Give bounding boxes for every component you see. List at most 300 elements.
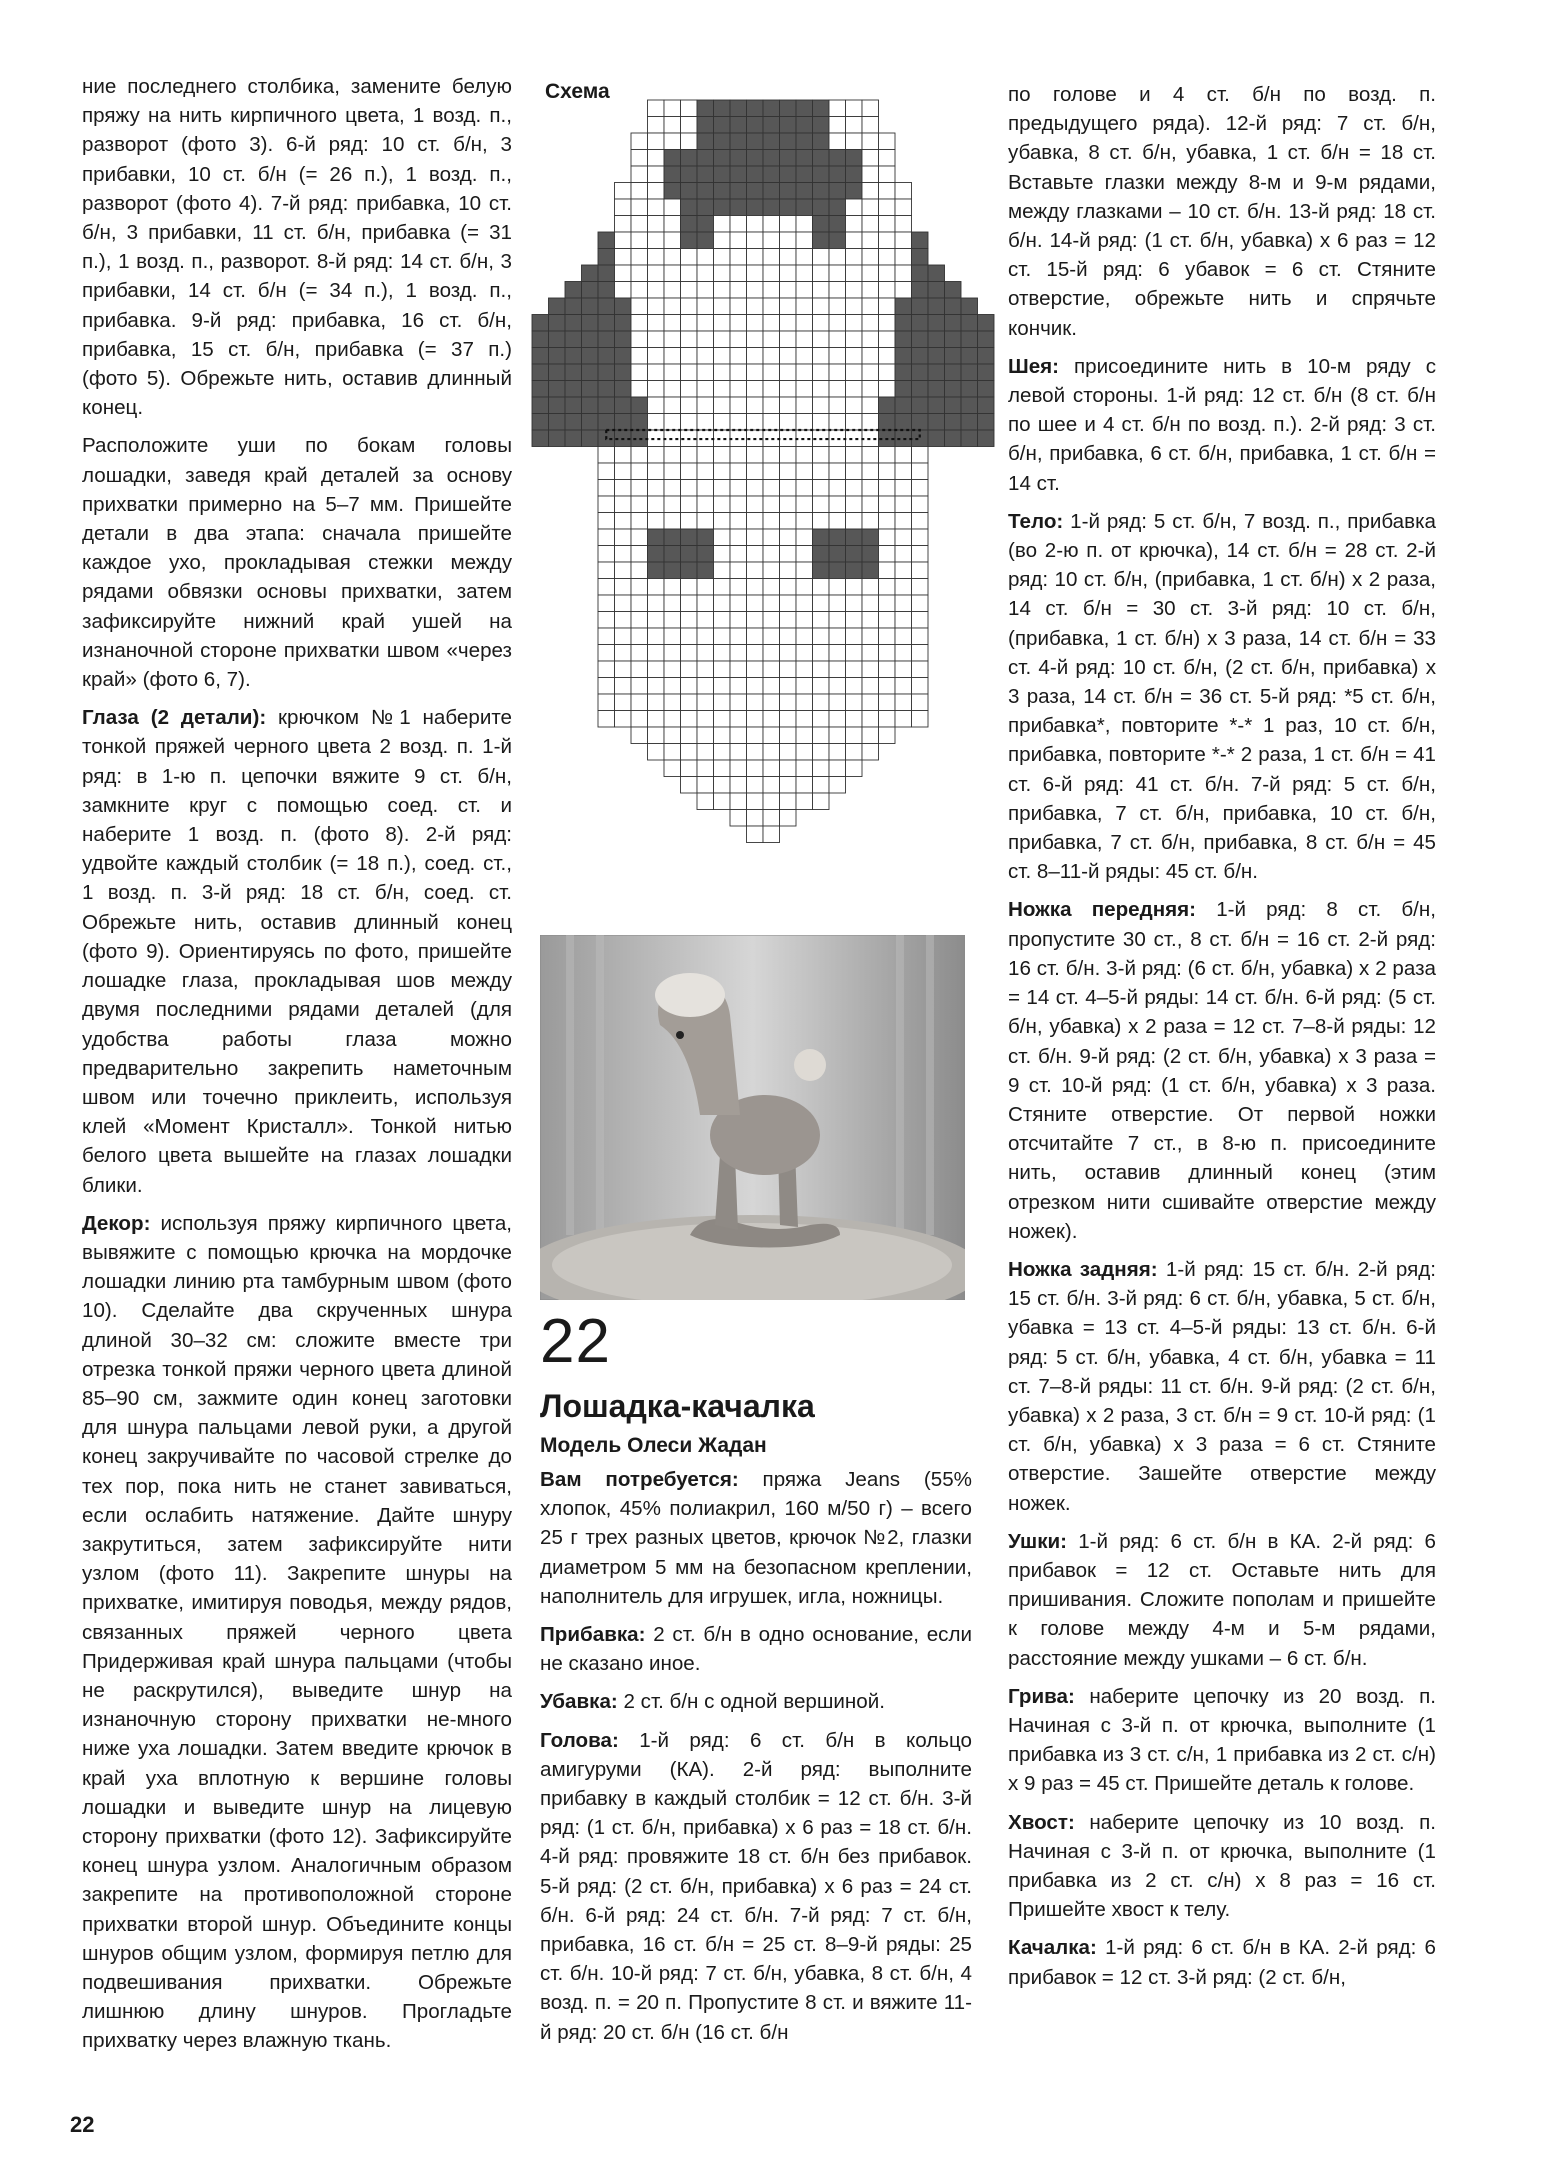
chart-cell	[796, 546, 813, 563]
chart-cell	[681, 397, 698, 414]
chart-cell	[631, 265, 648, 282]
chart-cell	[813, 282, 830, 299]
chart-cell	[714, 381, 731, 398]
chart-cell	[648, 117, 665, 134]
chart-cell	[631, 595, 648, 612]
chart-cell	[780, 331, 797, 348]
middle-text-column	[540, 1465, 972, 2056]
chart-cell	[631, 216, 648, 233]
chart-cell	[862, 183, 879, 200]
chart-cell	[829, 100, 846, 117]
chart-cell	[945, 430, 962, 447]
chart-cell	[912, 364, 929, 381]
chart-cell	[912, 562, 929, 579]
chart-cell	[747, 447, 764, 464]
chart-cell	[582, 430, 599, 447]
chart-cell	[879, 183, 896, 200]
chart-cell	[813, 711, 830, 728]
chart-cell	[648, 183, 665, 200]
chart-cell	[912, 265, 929, 282]
chart-cell	[763, 546, 780, 563]
chart-cell	[648, 496, 665, 513]
chart-cell	[796, 595, 813, 612]
chart-cell	[730, 562, 747, 579]
chart-cell	[714, 150, 731, 167]
chart-cell	[780, 463, 797, 480]
chart-cell	[697, 694, 714, 711]
chart-cell	[532, 364, 549, 381]
chart-cell	[697, 513, 714, 530]
chart-cell	[928, 315, 945, 332]
crochet-chart	[520, 98, 1000, 868]
chart-cell	[714, 628, 731, 645]
chart-cell	[879, 133, 896, 150]
chart-cell	[631, 199, 648, 216]
chart-cell	[796, 282, 813, 299]
chart-cell	[846, 496, 863, 513]
chart-cell	[664, 216, 681, 233]
chart-cell	[648, 133, 665, 150]
chart-cell	[648, 513, 665, 530]
chart-cell	[648, 216, 665, 233]
chart-cell	[879, 298, 896, 315]
chart-cell	[582, 282, 599, 299]
chart-cell	[763, 744, 780, 761]
chart-cell	[780, 595, 797, 612]
chart-cell	[945, 348, 962, 365]
chart-cell	[730, 447, 747, 464]
chart-cell	[846, 678, 863, 695]
chart-cell	[763, 249, 780, 266]
chart-cell	[829, 463, 846, 480]
chart-cell	[664, 150, 681, 167]
chart-cell	[895, 447, 912, 464]
chart-cell	[664, 447, 681, 464]
chart-cell	[796, 397, 813, 414]
chart-cell	[829, 166, 846, 183]
chart-cell	[912, 661, 929, 678]
chart-cell	[796, 381, 813, 398]
chart-cell	[879, 529, 896, 546]
chart-cell	[697, 249, 714, 266]
chart-cell	[648, 150, 665, 167]
chart-cell	[912, 480, 929, 497]
chart-cell	[631, 612, 648, 629]
chart-cell	[813, 298, 830, 315]
chart-cell	[780, 315, 797, 332]
chart-cell	[598, 348, 615, 365]
chart-cell	[879, 546, 896, 563]
chart-cell	[697, 364, 714, 381]
chart-cell	[664, 381, 681, 398]
chart-cell	[780, 249, 797, 266]
chart-cell	[598, 579, 615, 596]
chart-cell	[961, 331, 978, 348]
chart-cell	[714, 777, 731, 794]
chart-cell	[895, 529, 912, 546]
chart-cell	[565, 331, 582, 348]
chart-cell	[615, 711, 632, 728]
chart-cell	[631, 232, 648, 249]
chart-cell	[730, 331, 747, 348]
chart-cell	[697, 744, 714, 761]
chart-cell	[615, 628, 632, 645]
chart-cell	[730, 397, 747, 414]
chart-cell	[549, 397, 566, 414]
chart-cell	[763, 628, 780, 645]
chart-cell	[747, 463, 764, 480]
chart-cell	[615, 529, 632, 546]
chart-cell	[598, 546, 615, 563]
chart-cell	[532, 315, 549, 332]
chart-cell	[796, 579, 813, 596]
chart-cell	[862, 727, 879, 744]
chart-cell	[796, 364, 813, 381]
chart-cell	[681, 661, 698, 678]
chart-cell	[895, 694, 912, 711]
chart-cell	[565, 381, 582, 398]
chart-cell	[681, 216, 698, 233]
chart-cell	[780, 348, 797, 365]
chart-cell	[714, 315, 731, 332]
chart-cell	[780, 645, 797, 662]
chart-cell	[681, 628, 698, 645]
chart-cell	[796, 562, 813, 579]
chart-cell	[631, 513, 648, 530]
chart-cell	[796, 678, 813, 695]
chart-cell	[714, 447, 731, 464]
chart-cell	[714, 282, 731, 299]
chart-cell	[846, 216, 863, 233]
chart-cell	[747, 612, 764, 629]
chart-cell	[780, 513, 797, 530]
paragraph-heading: Качалка:	[1008, 1936, 1097, 1960]
chart-cell	[961, 381, 978, 398]
paragraph-heading: Тело:	[1008, 509, 1064, 533]
chart-cell	[714, 645, 731, 662]
chart-cell	[582, 397, 599, 414]
chart-cell	[598, 364, 615, 381]
chart-cell	[763, 348, 780, 365]
paragraph-heading: Декор:	[82, 1211, 151, 1235]
chart-cell	[565, 414, 582, 431]
chart-cell	[829, 249, 846, 266]
chart-cell	[978, 397, 995, 414]
chart-cell	[730, 529, 747, 546]
chart-cell	[813, 414, 830, 431]
chart-cell	[780, 529, 797, 546]
chart-cell	[862, 447, 879, 464]
chart-cell	[895, 381, 912, 398]
chart-cell	[813, 166, 830, 183]
chart-cell	[615, 414, 632, 431]
chart-cell	[912, 463, 929, 480]
chart-cell	[615, 678, 632, 695]
chart-cell	[714, 496, 731, 513]
chart-cell	[846, 381, 863, 398]
chart-cell	[862, 513, 879, 530]
chart-cell	[862, 331, 879, 348]
chart-cell	[747, 793, 764, 810]
chart-cell	[879, 562, 896, 579]
chart-cell	[846, 711, 863, 728]
chart-cell	[945, 331, 962, 348]
chart-cell	[796, 628, 813, 645]
chart-cell	[829, 315, 846, 332]
chart-cell	[615, 216, 632, 233]
chart-cell	[796, 777, 813, 794]
chart-cell	[780, 694, 797, 711]
chart-cell	[681, 760, 698, 777]
chart-cell	[730, 678, 747, 695]
chart-cell	[780, 579, 797, 596]
chart-cell	[747, 694, 764, 711]
chart-cell	[796, 496, 813, 513]
chart-cell	[796, 447, 813, 464]
chart-cell	[532, 348, 549, 365]
chart-cell	[697, 496, 714, 513]
chart-cell	[829, 133, 846, 150]
chart-cell	[747, 678, 764, 695]
chart-cell	[730, 150, 747, 167]
chart-cell	[829, 298, 846, 315]
chart-cell	[747, 381, 764, 398]
chart-cell	[763, 694, 780, 711]
chart-cell	[862, 364, 879, 381]
chart-cell	[813, 364, 830, 381]
chart-cell	[697, 612, 714, 629]
chart-cell	[813, 249, 830, 266]
chart-cell	[714, 678, 731, 695]
chart-cell	[747, 777, 764, 794]
chart-cell	[730, 793, 747, 810]
chart-cell	[582, 348, 599, 365]
chart-cell	[549, 315, 566, 332]
chart-cell	[648, 727, 665, 744]
chart-cell	[829, 744, 846, 761]
chart-cell	[714, 364, 731, 381]
chart-cell	[714, 579, 731, 596]
chart-cell	[912, 496, 929, 513]
chart-cell	[829, 546, 846, 563]
chart-cell	[747, 331, 764, 348]
chart-cell	[945, 364, 962, 381]
chart-cell	[714, 727, 731, 744]
chart-cell	[648, 612, 665, 629]
chart-cell	[631, 315, 648, 332]
chart-cell	[681, 447, 698, 464]
chart-cell	[879, 628, 896, 645]
chart-cell	[763, 315, 780, 332]
chart-cell	[664, 315, 681, 332]
chart-cell	[961, 364, 978, 381]
chart-cell	[813, 199, 830, 216]
chart-cell	[796, 480, 813, 497]
chart-cell	[829, 282, 846, 299]
chart-cell	[895, 315, 912, 332]
chart-cell	[813, 793, 830, 810]
chart-cell	[631, 661, 648, 678]
chart-cell	[664, 496, 681, 513]
chart-cell	[829, 397, 846, 414]
chart-cell	[796, 463, 813, 480]
chart-cell	[598, 232, 615, 249]
chart-cell	[846, 546, 863, 563]
chart-cell	[862, 678, 879, 695]
chart-cell	[598, 678, 615, 695]
chart-cell	[829, 265, 846, 282]
chart-cell	[928, 381, 945, 398]
chart-cell	[796, 711, 813, 728]
paragraph-heading: Прибавка:	[540, 1623, 646, 1647]
chart-cell	[714, 298, 731, 315]
chart-cell	[681, 232, 698, 249]
chart-cell	[895, 612, 912, 629]
chart-cell	[763, 513, 780, 530]
chart-cell	[813, 579, 830, 596]
chart-cell	[796, 150, 813, 167]
chart-cell	[549, 430, 566, 447]
chart-cell	[730, 348, 747, 365]
chart-cell	[648, 364, 665, 381]
chart-cell	[615, 480, 632, 497]
chart-cell	[846, 612, 863, 629]
chart-cell	[879, 447, 896, 464]
chart-cell	[846, 166, 863, 183]
chart-cell	[862, 232, 879, 249]
chart-cell	[928, 348, 945, 365]
chart-cell	[912, 628, 929, 645]
chart-cell	[780, 381, 797, 398]
chart-cell	[895, 562, 912, 579]
chart-cell	[780, 265, 797, 282]
chart-cell	[862, 265, 879, 282]
chart-cell	[631, 348, 648, 365]
chart-cell	[648, 100, 665, 117]
chart-cell	[697, 628, 714, 645]
chart-cell	[631, 183, 648, 200]
chart-cell	[862, 562, 879, 579]
chart-cell	[730, 694, 747, 711]
chart-cell	[780, 744, 797, 761]
chart-cell	[582, 381, 599, 398]
chart-cell	[747, 265, 764, 282]
chart-cell	[714, 612, 731, 629]
chart-cell	[681, 348, 698, 365]
chart-cell	[813, 661, 830, 678]
chart-cell	[862, 744, 879, 761]
chart-cell	[829, 216, 846, 233]
paragraph: Ножка передняя: 1-й ряд: 8 ст. б/н, пропустите 30 ст., 8 ст. б/н = 16 ст. 2-й ряд: 16 ст. б/н. 3-й ряд: (6 ст. б/н, убавка) х 2 раза = 14 ст. 4–5-й ряды: 14 ст. б/н. 6-й ряд: (5 ст. б/н, убавка) х 2 раза = 12 ст. 7–8-й ряды: 12 ст. б/н. 9-й ряд: (2 ст. б/н, убавка) х 3 раза = 9 ст. 10-й ряд: (1 ст. б/н, убавка) х 3 раза. Стяните отверстие. От первой ножки отсчитайте 7 ст., в 8-ю п. присоедините нить, оставив длинный конец (этим отрезком нити сшивайте отверстие между ножек).	[1008, 898, 1436, 1243]
chart-cell	[648, 546, 665, 563]
chart-cell	[615, 348, 632, 365]
paragraph: ние последнего столбика, замените белую пряжу на нить кирпичного цвета, 1 возд. п., разворот (фото 3). 6-й ряд: 10 ст. б/н, 3 прибавки, 10 ст. б/н (= 26 п.), 1 возд. п., разворот (фото 4). 7-й ряд: прибавка, 10 ст. б/н, 3 прибавки, 11 ст. б/н, прибавка (= 31 п.), 1 возд. п., разворот. 8-й ряд: 14 ст. б/н, 3 прибавки, 14 ст. б/н (= 34 п.), 1 возд. п., прибавка. 9-й ряд: прибавка, 16 ст. б/н, прибавка, 15 ст. б/н, прибавка (= 37 п.) (фото 5). Обрежьте нить, оставив длинный конец.	[82, 75, 512, 420]
chart-cell	[598, 661, 615, 678]
chart-cell	[730, 100, 747, 117]
chart-cell	[813, 529, 830, 546]
chart-cell	[697, 793, 714, 810]
chart-cell	[747, 183, 764, 200]
chart-cell	[780, 678, 797, 695]
chart-cell	[978, 364, 995, 381]
chart-cell	[747, 595, 764, 612]
chart-cell	[747, 661, 764, 678]
chart-cell	[780, 414, 797, 431]
chart-cell	[796, 331, 813, 348]
chart-cell	[862, 628, 879, 645]
chart-cell	[730, 628, 747, 645]
paragraph-heading: Вам потребуется:	[540, 1468, 739, 1491]
chart-cell	[912, 711, 929, 728]
chart-cell	[549, 331, 566, 348]
chart-cell	[598, 628, 615, 645]
chart-cell	[813, 562, 830, 579]
chart-cell	[862, 711, 879, 728]
chart-cell	[846, 199, 863, 216]
chart-cell	[879, 711, 896, 728]
chart-cell	[879, 199, 896, 216]
chart-cell	[714, 562, 731, 579]
chart-cell	[681, 282, 698, 299]
chart-cell	[780, 133, 797, 150]
chart-cell	[615, 249, 632, 266]
chart-cell	[664, 513, 681, 530]
chart-cell	[813, 694, 830, 711]
chart-cell	[697, 232, 714, 249]
chart-cell	[598, 711, 615, 728]
chart-cell	[912, 414, 929, 431]
chart-cell	[747, 496, 764, 513]
chart-cell	[714, 117, 731, 134]
chart-cell	[829, 694, 846, 711]
chart-cell	[912, 645, 929, 662]
paragraph: Хвост: наберите цепочку из 10 возд. п. Начиная с 3-й п. от крючка, выполните (1 прибавка из 2 ст. с/н) х 8 раз = 16 ст. Пришейте хвост к телу.	[1008, 1810, 1436, 1922]
chart-cell	[648, 430, 665, 447]
chart-cell	[763, 727, 780, 744]
chart-cell	[697, 397, 714, 414]
chart-cell	[862, 348, 879, 365]
chart-cell	[747, 117, 764, 134]
chart-cell	[879, 265, 896, 282]
chart-cell	[829, 331, 846, 348]
chart-cell	[912, 315, 929, 332]
chart-cell	[714, 793, 731, 810]
chart-cell	[697, 315, 714, 332]
chart-cell	[813, 216, 830, 233]
chart-cell	[945, 414, 962, 431]
chart-cell	[631, 364, 648, 381]
chart-cell	[730, 546, 747, 563]
chart-cell	[780, 562, 797, 579]
chart-cell	[961, 298, 978, 315]
chart-cell	[846, 661, 863, 678]
paragraph: Голова: 1-й ряд: 6 ст. б/н в кольцо амигуруми (КА). 2-й ряд: выполните прибавку в каждый столбик = 12 ст. б/н. 3-й ряд: (1 ст. б/н, прибавка) х 6 раз = 18 ст. б/н. 4-й ряд: провяжите 18 ст. б/н без прибавок. 5-й ряд: (2 ст. б/н, прибавка) х 6 раз = 24 ст. б/н. 6-й ряд: 24 ст. б/н. 7-й ряд: 7 ст. б/н, прибавка, 16 ст. б/н = 25 ст. 8–9-й ряды: 25 ст. б/н. 10-й ряд: 7 ст. б/н, убавка, 8 ст. б/н, 4 возд. п. = 20 п. Пропустите 8 ст. и вяжите 11-й ряд: 20 ст. б/н (16 ст. б/н	[540, 1728, 972, 2044]
chart-cell	[714, 232, 731, 249]
chart-cell	[681, 117, 698, 134]
chart-cell	[763, 133, 780, 150]
chart-cell	[598, 595, 615, 612]
chart-cell	[730, 364, 747, 381]
chart-cell	[598, 397, 615, 414]
chart-cell	[846, 579, 863, 596]
chart-cell	[714, 760, 731, 777]
chart-cell	[829, 628, 846, 645]
chart-cell	[829, 183, 846, 200]
chart-cell	[747, 628, 764, 645]
chart-cell	[862, 315, 879, 332]
chart-cell	[730, 117, 747, 134]
chart-cell	[763, 661, 780, 678]
